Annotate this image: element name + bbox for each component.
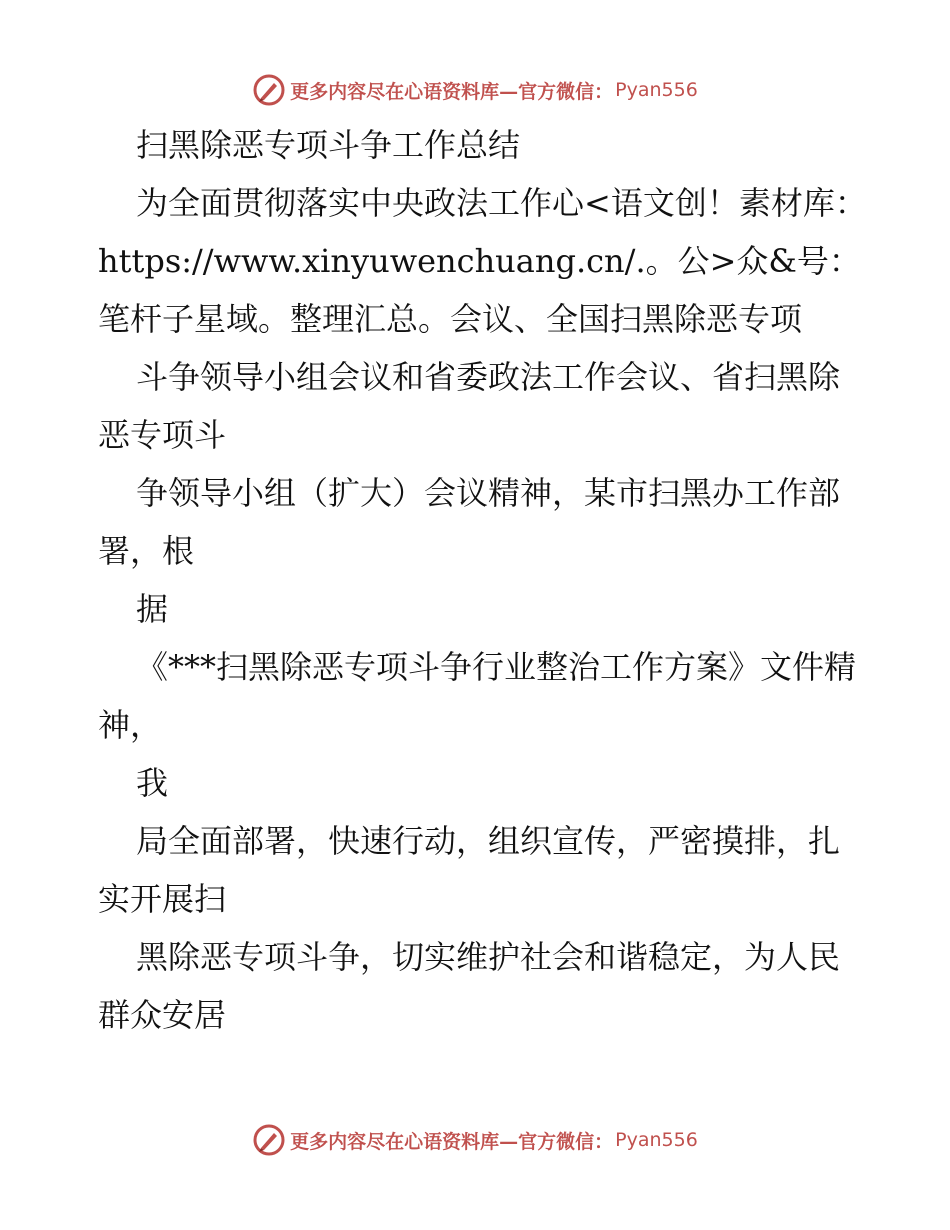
header-banner-text: 更多内容尽在心语资料库—官方微信：: [290, 80, 614, 103]
footer-banner-text: 更多内容尽在心语资料库—官方微信：: [290, 1130, 614, 1153]
paragraph: 黑除恶专项斗争，切实维护社会和谐稳定，为人民群众安居: [98, 938, 841, 1034]
document-title: 扫黑除恶专项斗争工作总结: [136, 126, 521, 164]
document-body: [98, 116, 868, 1044]
footer-banner: [0, 1120, 950, 1160]
paragraph: 据: [136, 590, 169, 628]
paragraph: 斗争领导小组会议和省委政法工作会议、省扫黑除恶专项斗: [98, 358, 841, 454]
paragraph: 局全面部署，快速行动，组织宣传，严密摸排，扎实开展扫: [98, 822, 841, 918]
header-wechat-id: Pyan556: [615, 79, 698, 101]
paragraph: 《***扫黑除恶专项斗争行业整治工作方案》文件精神，: [98, 648, 857, 744]
header-banner: [0, 70, 950, 110]
paragraph: 争领导小组（扩大）会议精神，某市扫黑办工作部署，根: [98, 474, 841, 570]
pen-logo-icon: [252, 73, 286, 107]
paragraph: 我: [136, 764, 169, 802]
pen-logo-icon: [252, 1123, 286, 1157]
paragraph: 为全面贯彻落实中央政法工作心<语文创！素材库：https://www.xinyuwenchuang.cn/.。公>众&号：笔杆子星域。整理汇总。会议、全国扫黑除恶专项: [98, 184, 867, 338]
footer-wechat-id: Pyan556: [615, 1129, 698, 1151]
